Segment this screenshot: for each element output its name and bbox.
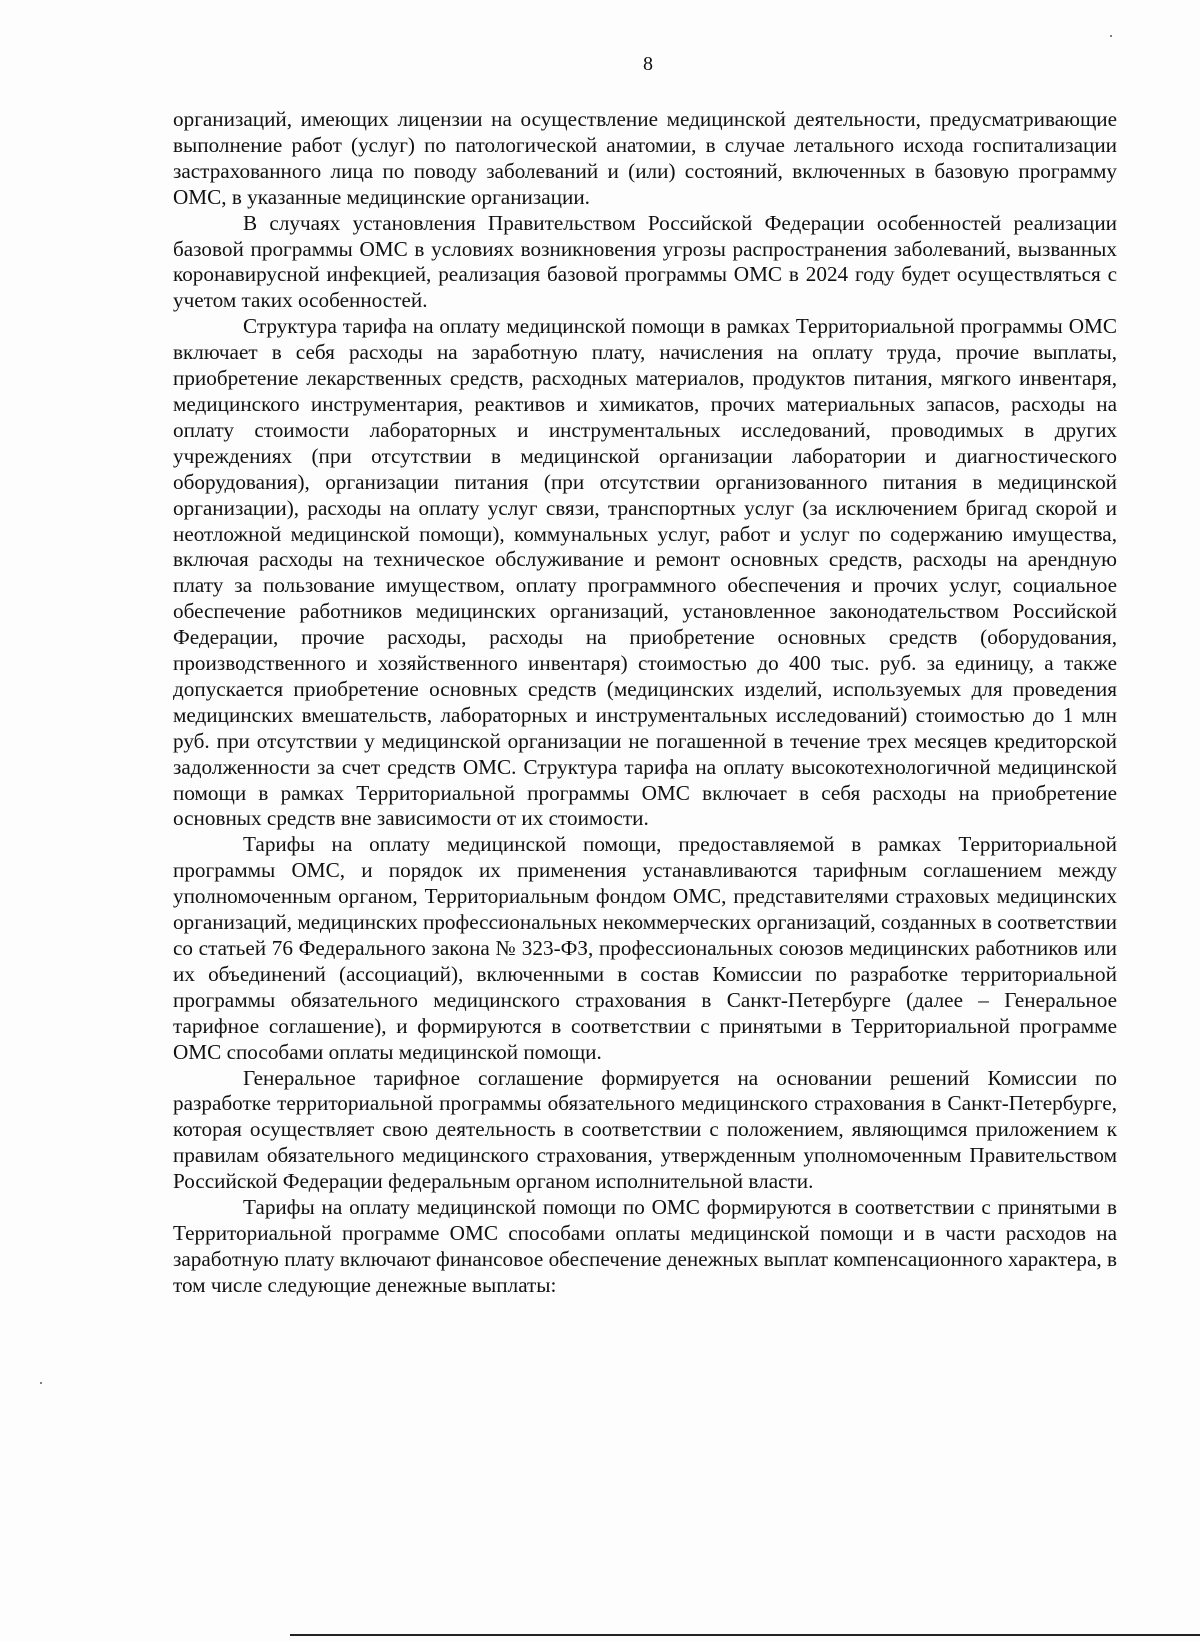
paragraph-2: В случаях установления Правительством Российской Федерации особенностей реализации базовой программы ОМС в условиях возникновения угрозы распространения заболеваний, вызванных коронавирусной инфекцией, реализация базовой программы ОМС в 2024 году будет осуществляться с учетом таких особенностей. xyxy=(173,210,1117,313)
bottom-edge-line xyxy=(290,1634,1200,1636)
paragraph-5: Генеральное тарифное соглашение формируется на основании решений Комиссии по разработке территориальной программы обязательного медицинского страхования в Санкт-Петербурге, которая осуществляет свою деятельность в соответствии с положением, являющимся приложением к правилам обязательного медицинского страхования, утвержденным уполномоченным Правительством Российской Федерации федеральным органом исполнительной власти. xyxy=(173,1065,1117,1194)
scan-speck-left xyxy=(40,1382,42,1384)
paragraph-4: Тарифы на оплату медицинской помощи, предоставляемой в рамках Территориальной программы ОМС, и порядок их применения устанавливаются тарифным соглашением между уполномоченным органом, Территориальным фондом ОМС, представителями страховых медицинских организаций, медицинских профессиональных некоммерческих организаций, созданных в соответствии со статьей 76 Федерального закона № 323-ФЗ, профессиональных союзов медицинских работников или их объединений (ассоциаций), включенными в состав Комиссии по разработке территориальной программы обязательного медицинского страхования в Санкт-Петербурге (далее – Генеральное тарифное соглашение), и формируются в соответствии с принятыми в Территориальной программе ОМС способами оплаты медицинской помощи. xyxy=(173,832,1117,1064)
page-number: 8 xyxy=(643,53,653,75)
paragraph-1: организаций, имеющих лицензии на осуществление медицинской деятельности, предусматривающие выполнение работ (услуг) по патологической анатомии, в случае летального исхода госпитализации застрахованного лица по поводу заболеваний и (или) состояний, включенных в базовую программу ОМС, в указанные медицинские организации. xyxy=(173,107,1117,209)
paragraph-6: Тарифы на оплату медицинской помощи по ОМС формируются в соответствии с принятыми в Территориальной программе ОМС способами оплаты медицинской помощи и в части расходов на заработную плату включают финансовое обеспечение денежных выплат компенсационного характера, в том числе следующие денежные выплаты: xyxy=(173,1195,1117,1297)
scan-speck-top-right xyxy=(1110,35,1112,37)
paragraph-3: Структура тарифа на оплату медицинской помощи в рамках Территориальной программы ОМС включает в себя расходы на заработную плату, начисления на оплату труда, прочие выплаты, приобретение лекарственных средств, расходных материалов, продуктов питания, мягкого инвентаря, медицинского инструментария, реактивов и химикатов, прочих материальных запасов, расходы на оплату стоимости лабораторных и инструментальных исследований, проводимых в других учреждениях (при отсутствии в медицинской организации лаборатории и диагностического оборудования), организации питания (при отсутствии организованного питания в медицинской организации), расходы на оплату услуг связи, транспортных услуг (за исключением бригад скорой и неотложной медицинской помощи), коммунальных услуг, работ и услуг по содержанию имущества, включая расходы на техническое обслуживание и ремонт основных средств, расходы на арендную плату за пользование имуществом, оплату программного обеспечения и прочих услуг, социальное обеспечение работников медицинских организаций, установленное законодательством Российской Федерации, прочие расходы, расходы на приобретение основных средств (оборудования, производственного и хозяйственного инвентаря) стоимостью до 400 тыс. руб. за единицу, а также допускается приобретение основных средств (медицинских изделий, используемых для проведения медицинских вмешательств, лабораторных и инструментальных исследований) стоимостью до 1 млн руб. при отсутствии у медицинской организации не погашенной в течение трех месяцев кредиторской задолженности за счет средств ОМС. Структура тарифа на оплату высокотехнологичной медицинской помощи в рамках Территориальной программы ОМС включает в себя расходы на приобретение основных средств вне зависимости от их стоимости. xyxy=(173,314,1117,831)
document-body xyxy=(173,107,1117,1299)
